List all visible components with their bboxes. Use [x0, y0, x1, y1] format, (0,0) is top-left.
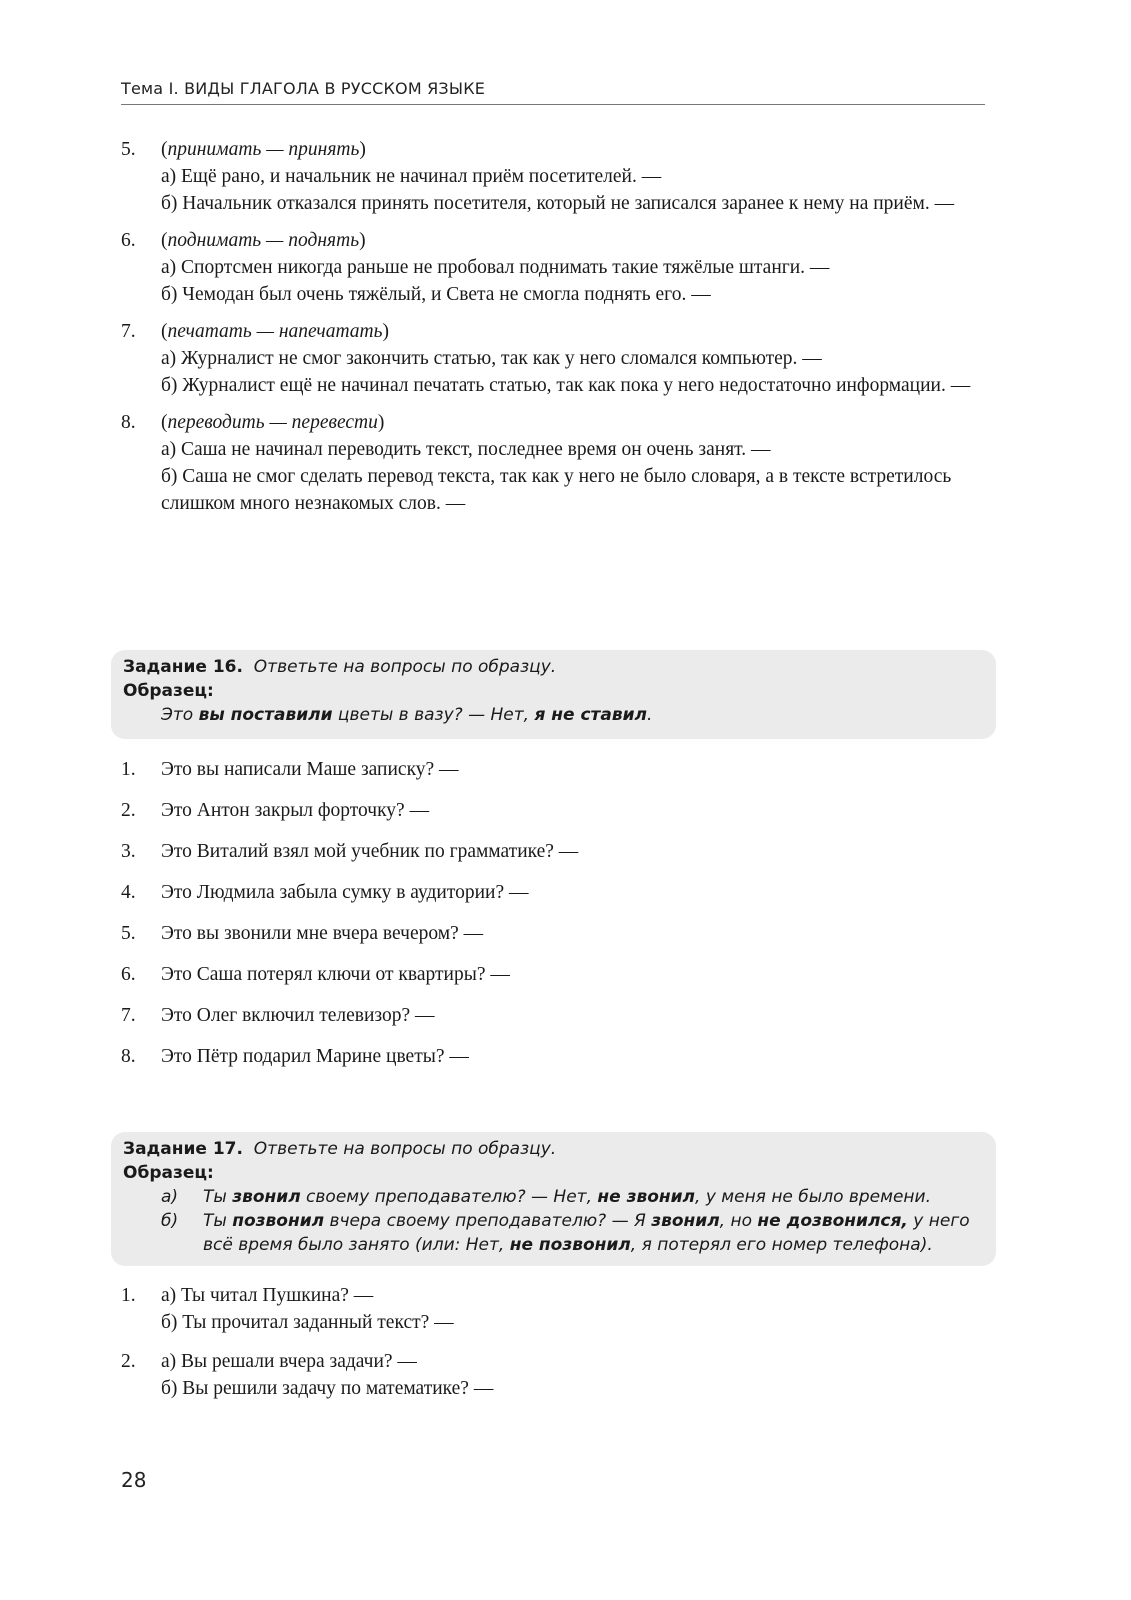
item-number: 7. — [121, 321, 136, 342]
task-17-box — [111, 1132, 996, 1266]
exercise-item: 7. (печатать — напечатать) а) Журналист не смог закончить статью, так как у него сломался компьютер. — б) Журналист ещё не начинал печатать статью, так как пока у него недостаточно информации. — — [121, 318, 981, 399]
sentence-a: а) Ещё рано, и начальник не начинал приём посетителей. — — [161, 166, 662, 187]
sentence-a: а) Журналист не смог закончить статью, так как у него сломался компьютер. — — [161, 348, 822, 369]
sentence-b: б) Журналист ещё не начинал печатать статью, так как пока у него недостаточно информации. — — [161, 375, 971, 396]
sentence-b: б) Чемодан был очень тяжёлый, и Света не смогла поднять его. — — [161, 284, 711, 305]
task-17-sample-a: а) Ты звонил своему преподавателю? — Нет, не звонил, у меня не было времени. — [161, 1187, 931, 1207]
task-16-questions — [121, 756, 981, 1084]
sample-label: Образец: — [123, 681, 214, 701]
exercise-item: 6. (поднимать — поднять) а) Спортсмен никогда раньше не пробовал поднимать такие тяжёлые штанги. — б) Чемодан был очень тяжёлый, и Света не смогла поднять его. — — [121, 227, 981, 308]
question-item: 1. а) Ты читал Пушкина? — б) Ты прочитал заданный текст? — — [121, 1285, 454, 1333]
verb-pair: печатать — напечатать — [167, 321, 383, 342]
sentence-a: а) Саша не начинал переводить текст, последнее время он очень занят. — — [161, 439, 771, 460]
exercise-item: 5. (принимать — принять) а) Ещё рано, и начальник не начинал приём посетителей. — б) Начальник отказался принять посетителя, который не записался заранее к нему на приём. — — [121, 136, 981, 217]
question-item: 3. Это Виталий взял мой учебник по грамматике? — — [121, 841, 579, 862]
exercise-15-list — [121, 136, 981, 527]
verb-pair: поднимать — поднять — [167, 230, 360, 251]
sentence-b: б) Саша не смог сделать перевод текста, так как у него не было словаря, а в тексте встретилось слишком много незнакомых слов. — — [161, 466, 952, 514]
task-16-sample: Это вы поставили цветы в вазу? — Нет, я не ставил. — [161, 705, 653, 725]
sentence-a: а) Спортсмен никогда раньше не пробовал поднимать такие тяжёлые штанги. — — [161, 257, 830, 278]
task-17-questions — [121, 1282, 981, 1414]
task-17-title: Задание 17. — [123, 1139, 243, 1159]
sentence-b: б) Начальник отказался принять посетителя, который не записался заранее к нему на приём. — — [161, 193, 955, 214]
verb-pair: переводить — перевести — [167, 412, 378, 433]
exercise-item: 8. (переводить — перевести) а) Саша не начинал переводить текст, последнее время он очень занят. — б) Саша не смог сделать перевод текста, так как у него не было словаря, а в тексте встретилось слишком много незнакомых слов. — — [121, 409, 981, 517]
page-number: 28 — [121, 1468, 147, 1492]
question-item: 2. Это Антон закрыл форточку? — — [121, 800, 430, 821]
task-16-title: Задание 16. — [123, 657, 243, 677]
task-16-box — [111, 650, 996, 739]
question-item: 7. Это Олег включил телевизор? — — [121, 1005, 435, 1026]
question-item: 4. Это Людмила забыла сумку в аудитории? — — [121, 882, 529, 903]
task-17-instruction: Ответьте на вопросы по образцу. — [253, 1139, 557, 1159]
question-item: 2. а) Вы решали вчера задачи? — б) Вы решили задачу по математике? — — [121, 1351, 494, 1399]
item-number: 5. — [121, 139, 136, 160]
item-number: 6. — [121, 230, 136, 251]
task-16-instruction: Ответьте на вопросы по образцу. — [253, 657, 557, 677]
task-17-sample-b: б) Ты позвонил вчера своему преподавателю? — Я звонил, но не дозвонился, у него всё время было занято (или: Нет, не позвонил, я потерял его номер телефона). — [161, 1211, 970, 1255]
verb-pair: принимать — принять — [167, 139, 360, 160]
running-header: Тема I. ВИДЫ ГЛАГОЛА В РУССКОМ ЯЗЫКЕ — [121, 79, 985, 105]
question-item: 6. Это Саша потерял ключи от квартиры? — — [121, 964, 510, 985]
question-item: 8. Это Пётр подарил Марине цветы? — — [121, 1046, 469, 1067]
question-item: 1. Это вы написали Маше записку? — — [121, 759, 459, 780]
sample-label: Образец: — [123, 1163, 214, 1183]
question-item: 5. Это вы звонили мне вчера вечером? — — [121, 923, 484, 944]
item-number: 8. — [121, 412, 136, 433]
